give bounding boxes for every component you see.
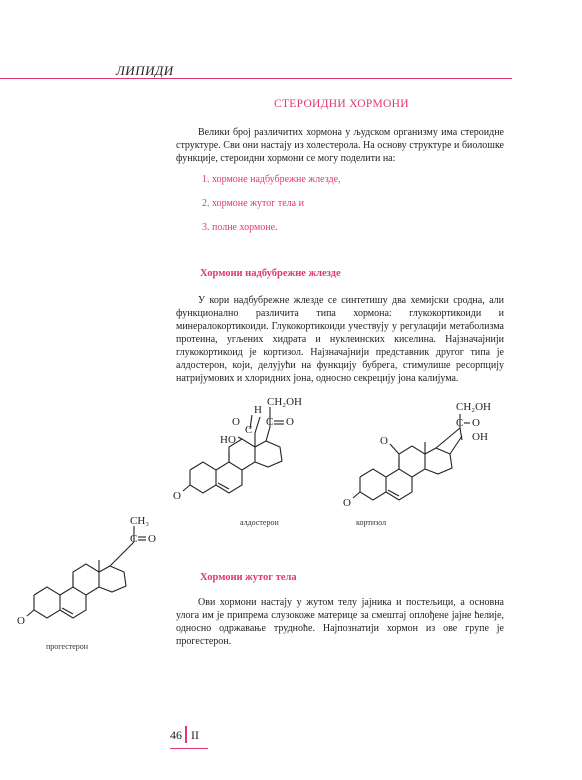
cort-oh-label: OH xyxy=(472,431,488,443)
caption-progesterone: прогестерон xyxy=(46,642,89,651)
list-item: 1. хормоне надбубрежне жлезде, xyxy=(202,174,341,185)
prog-o-label: O xyxy=(148,533,156,545)
cort-ch2oh: CH₂OH xyxy=(456,401,492,413)
corpus-luteum-paragraph: Ови хормони настају у жутом телу јајника и постељици, а основна улога им је припрема слузокоже материце за смештај оплођене јајне ћелије, односно одржавање трудноће. Најпознатији хормон из ове групе је прогестерон. xyxy=(176,597,504,647)
list-item: 2. хормоне жутог тела и xyxy=(202,198,304,209)
caption-cortisol: кортизол xyxy=(356,518,387,527)
list-item: 3. полне хормоне. xyxy=(202,222,278,233)
section-title: СТЕРОИДНИ ХОРМОНИ xyxy=(274,98,409,110)
cortisol-structure xyxy=(340,392,510,522)
aldo-c-label: C xyxy=(245,424,253,436)
intro-paragraph: Велики број различитих хормона у људском организму има стероидне структуре. Сви они настају из холестерола. На основу структуре и биолошке функције, стероидни хормони се могу поделити на: xyxy=(176,127,504,164)
aldo-ho-label: HO xyxy=(220,434,236,446)
aldo-c-label: C xyxy=(266,416,274,428)
cort-o-label: O xyxy=(380,435,388,447)
aldo-o-label: O xyxy=(286,416,294,428)
adrenal-heading: Хормони надбубрежне жлезде xyxy=(200,268,341,279)
running-header: ЛИПИДИ xyxy=(116,63,174,78)
aldo-h-label: H xyxy=(254,404,262,416)
prog-o-label: O xyxy=(17,615,25,627)
corpus-luteum-heading: Хормони жутог тела xyxy=(200,572,297,583)
prog-c-label: C xyxy=(130,533,138,545)
adrenal-paragraph: У кори надбубрежне жлезде се синтетишу два хемијски сродна, али функционално различита типа хормона: глукокортикоиди и минералокортикоиди. Глукокортикоиди учествују у регулацији метаболизма протеина, угљених хидрата и нуклеинских киселина. Најзначајнији глукокортикоид је кортизол. Најзначајнији представник другог типа је алдостерон, који, делујући на функцију бубрега, стимулише ресорпцију натријумових и хлоридних јона, односно секрецију јона калијума. xyxy=(176,295,504,384)
aldo-o-label: O xyxy=(173,490,181,502)
cort-c-label: C xyxy=(456,417,464,429)
page-number: 46 xyxy=(170,728,182,742)
cort-o-label: O xyxy=(343,497,351,509)
prog-ch3: CH₃ xyxy=(130,515,150,527)
footer-rule xyxy=(170,748,208,749)
header-rule xyxy=(0,78,512,79)
caption-aldosterone: алдостерон xyxy=(240,518,279,527)
progesterone-structure xyxy=(14,510,174,640)
cort-o-label: O xyxy=(472,417,480,429)
aldosterone-structure xyxy=(170,385,340,515)
aldo-o-label: O xyxy=(232,416,240,428)
aldo-ch2oh: CH₂OH xyxy=(267,396,303,408)
part-number: II xyxy=(191,728,199,742)
page-divider xyxy=(185,726,187,743)
